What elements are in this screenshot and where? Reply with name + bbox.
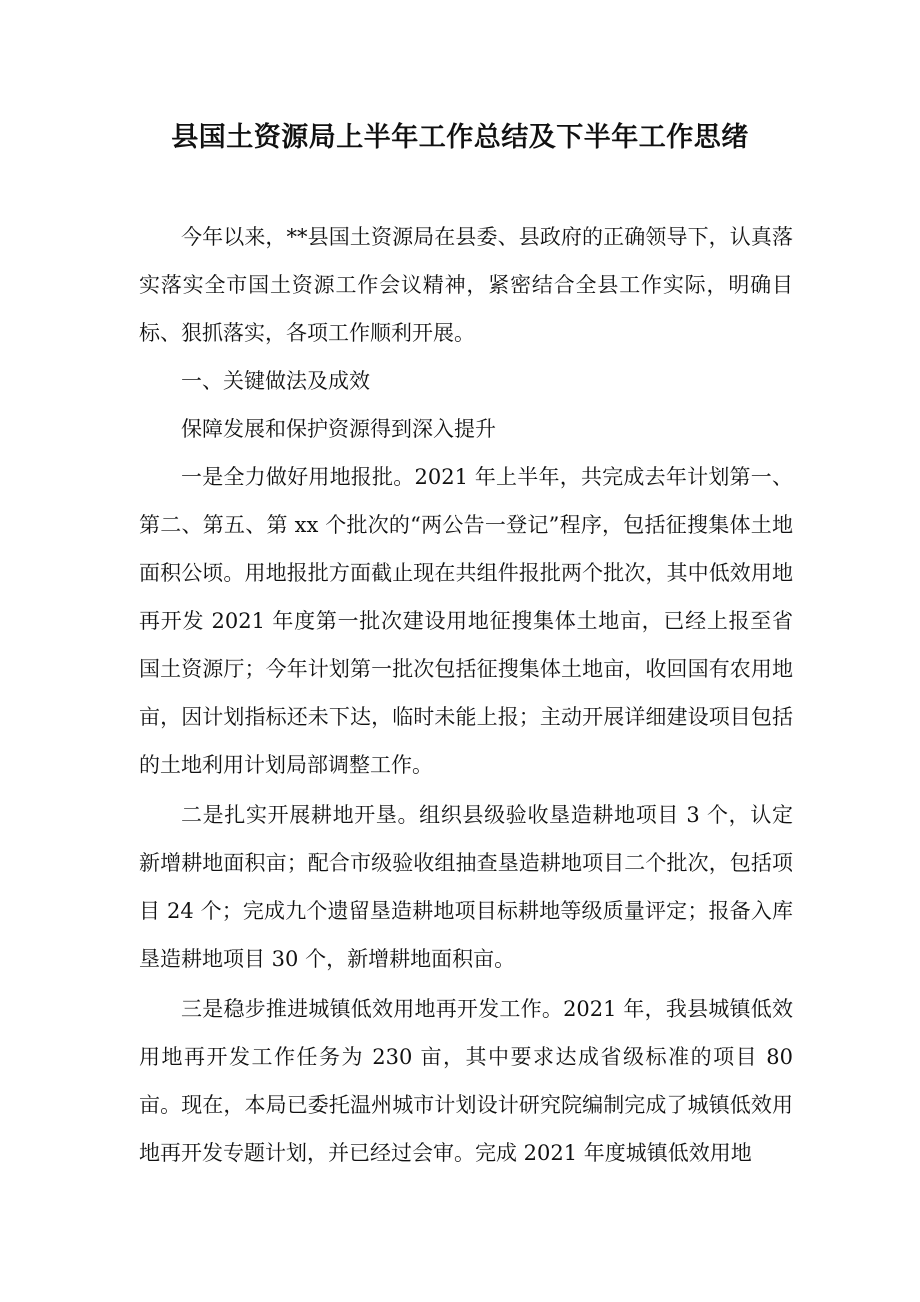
intro-paragraph: 今年以来，**县国土资源局在县委、县政府的正确领导下，认真落实落实全市国土资源工作会议精神，紧密结合全县工作实际，明确目标、狠抓落实，各项工作顺利开展。: [139, 225, 793, 345]
paragraph-land-approval: 一是全力做好用地报批。2021 年上半年，共完成去年计划第一、第二、第五、第 xx 个批次的“两公告一登记”程序，包括征搜集体土地面积公顷。用地报批方面截止现在共组件报批两个批次，其中低效用地再开发 2021 年度第一批次建设用地征搜集体土地亩，已经上报至省国土资源厅；今年计划第一批次包括征搜集体土地亩，收回国有农用地亩，因计划指标还未下达，临时未能上报；主动开展详细建设项目包括的土地利用计划局部调整工作。: [139, 465, 793, 777]
document-body: [139, 213, 793, 1177]
subsection-heading: 保障发展和保护资源得到深入提升: [181, 417, 496, 441]
paragraph-farmland-reclamation: 二是扎实开展耕地开垦。组织县级验收垦造耕地项目 3 个，认定新增耕地面积亩；配合市级验收组抽查垦造耕地项目二个批次，包括项目 24 个；完成九个遗留垦造耕地项目标耕地等级质量评定；报备入库垦造耕地项目 30 个，新增耕地面积亩。: [139, 803, 793, 971]
document-title: 县国土资源局上半年工作总结及下半年工作思绪: [171, 122, 749, 153]
section-heading: 一、关键做法及成效: [181, 369, 370, 393]
paragraph-urban-redevelopment: 三是稳步推进城镇低效用地再开发工作。2021 年，我县城镇低效用地再开发工作任务为 230 亩，其中要求达成省级标准的项目 80 亩。现在，本局已委托温州城市计划设计研究院编制完成了城镇低效用地再开发专题计划，并已经过会审。完成 2021 年度城镇低效用地: [139, 997, 793, 1165]
